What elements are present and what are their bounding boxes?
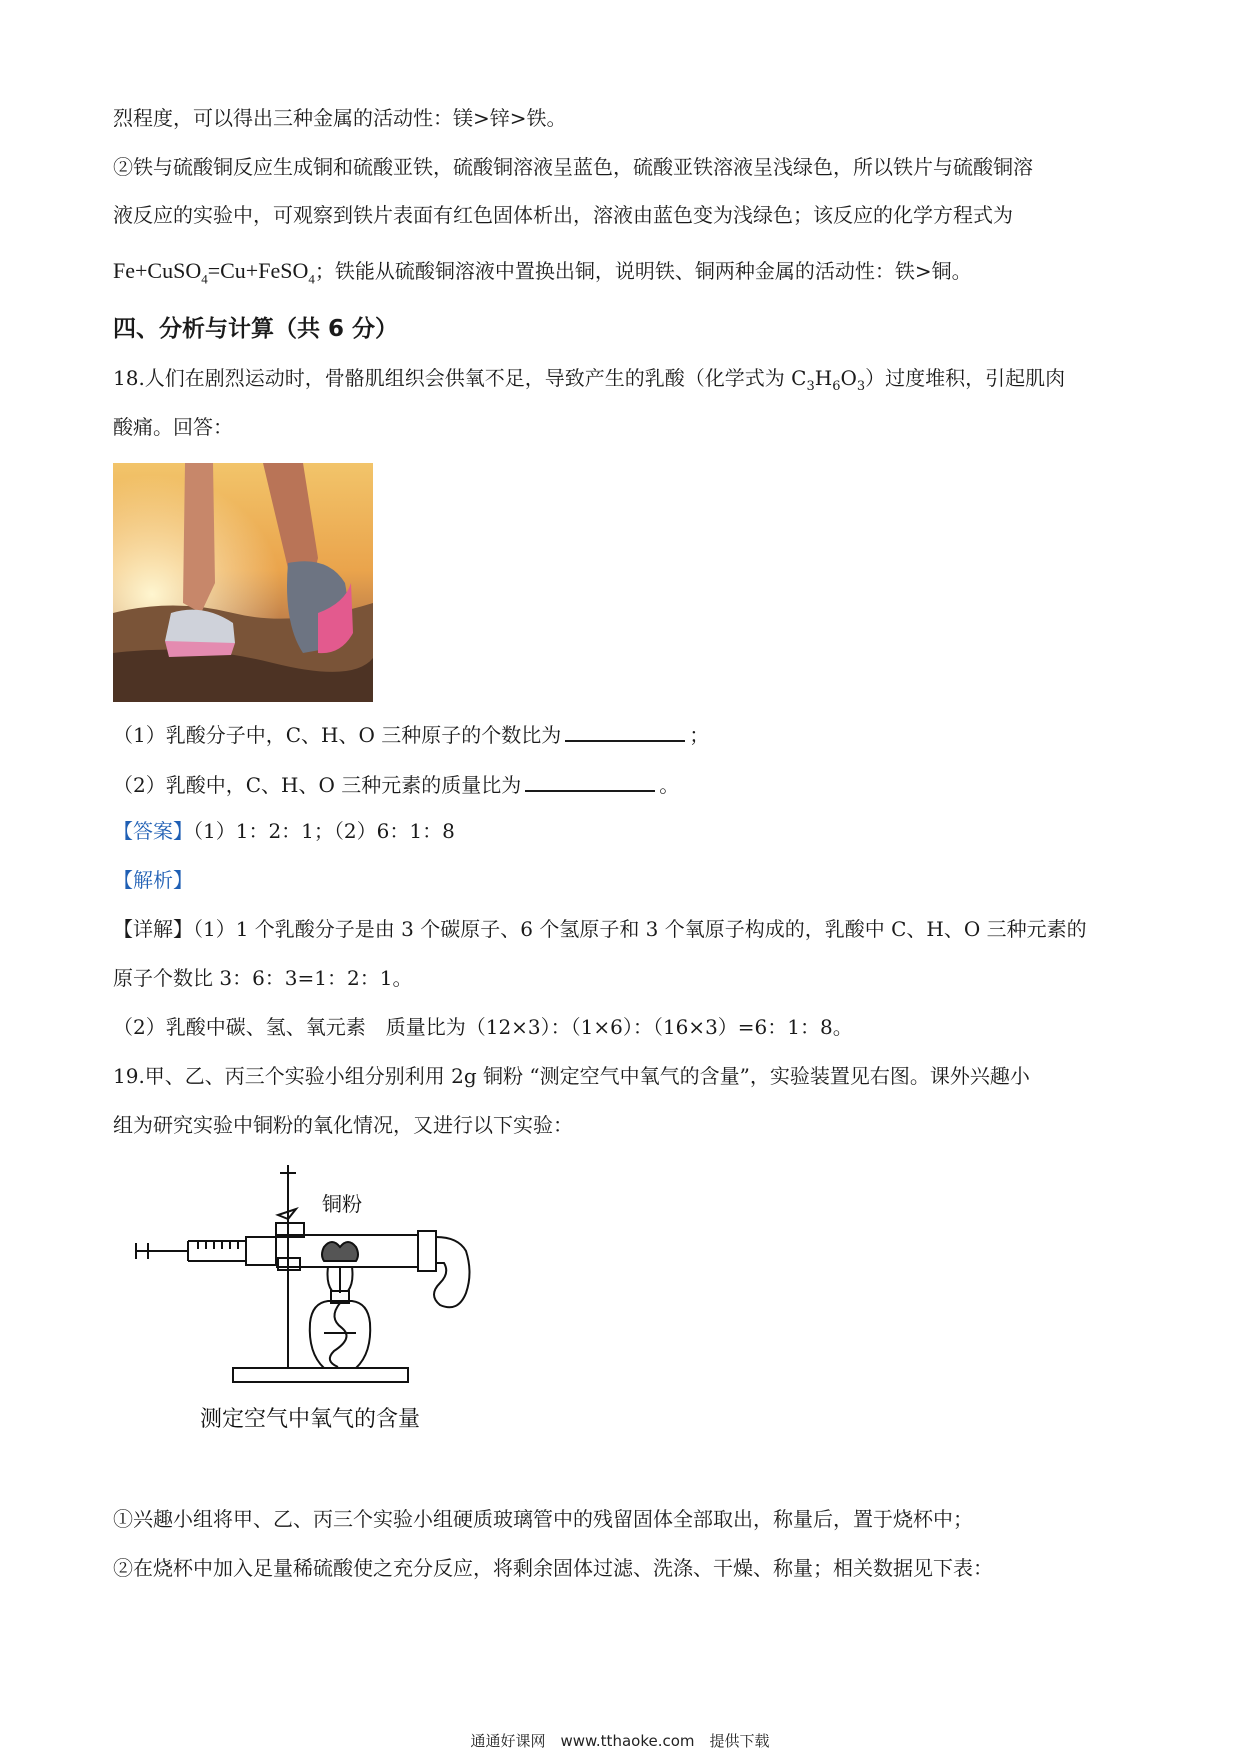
oxygen-measurement-apparatus-diagram: [128, 1163, 508, 1435]
q18-stem: 酸痛。回答：: [113, 415, 233, 439]
q19-stem: 19.甲、乙、丙三个实验小组分别利用 2g 铜粉 “测定空气中氧气的含量”，实验装置见右图。课外兴趣小: [113, 1064, 1030, 1088]
equation-line: [113, 256, 972, 294]
section-heading: 四、分析与计算（共 6 分）: [113, 316, 399, 342]
equation: Fe+CuSO$_4$=Cu+FeSO$_4$: [113, 258, 315, 287]
answer-line: [113, 816, 455, 846]
detail-line: 【详解】（1）1 个乳酸分子是由 3 个碳原子、6 个氢原子和 3 个氧原子构成的，乳酸中 C、H、O 三种元素的: [113, 917, 1087, 941]
text-line: ②铁与硫酸铜反应生成铜和硫酸亚铁，硫酸铜溶液呈蓝色，硫酸亚铁溶液呈浅绿色，所以铁片与硫酸铜溶: [113, 155, 1033, 179]
equation-tail: ；铁能从硫酸铜溶液中置换出铜，说明铁、铜两种金属的活动性：铁>铜。: [314, 259, 972, 283]
running-shoes-photo: [113, 463, 373, 702]
detail-label: 【详解】: [113, 917, 193, 941]
copper-powder-label: 铜粉: [322, 1192, 362, 1216]
q18-subquestion-1: （1）乳酸分子中，C、H、O 三种原子的个数比为 ；: [113, 718, 709, 750]
detail-line: 原子个数比 3：6：3=1：2：1。: [113, 966, 413, 990]
page-footer: 通通好课网 www.tthaoke.com 提供下载: [470, 1732, 770, 1750]
q19-stem: 组为研究实验中铜粉的氧化情况，又进行以下实验：: [113, 1113, 573, 1137]
figure-caption: 测定空气中氧气的含量: [200, 1407, 421, 1432]
text-line: 液反应的实验中，可观察到铁片表面有红色固体析出，溶液由蓝色变为浅绿色；该反应的化学方程式为: [113, 203, 1013, 227]
q18-subquestion-2: （2）乳酸中，C、H、O 三种元素的质量比为 。: [113, 768, 679, 800]
q19-step-1: ①兴趣小组将甲、乙、丙三个实验小组硬质玻璃管中的残留固体全部取出，称量后，置于烧杯中；: [113, 1507, 973, 1531]
detail-line: （2）乳酸中碳、氢、氧元素 质量比为（12×3）：（1×6）：（16×3）=6：1：8。: [113, 1015, 853, 1039]
answer-blank-2[interactable]: [525, 768, 655, 792]
text-line: 烈程度，可以得出三种金属的活动性：镁>锌>铁。: [113, 106, 567, 130]
answer-text: （1）1：2：1；（2）6：1：8: [193, 819, 455, 843]
q19-step-2: ②在烧杯中加入足量稀硫酸使之充分反应，将剩余固体过滤、洗涤、干燥、称量；相关数据见下表：: [113, 1556, 993, 1580]
answer-label: 【答案】: [113, 819, 193, 843]
answer-blank-1[interactable]: [565, 718, 685, 742]
q18-stem: 18.人们在剧烈运动时，骨骼肌组织会供氧不足，导致产生的乳酸（化学式为 $C_3H_6O_3$）过度堆积，引起肌肉: [113, 366, 1066, 394]
analysis-label: 【解析】: [113, 868, 193, 892]
